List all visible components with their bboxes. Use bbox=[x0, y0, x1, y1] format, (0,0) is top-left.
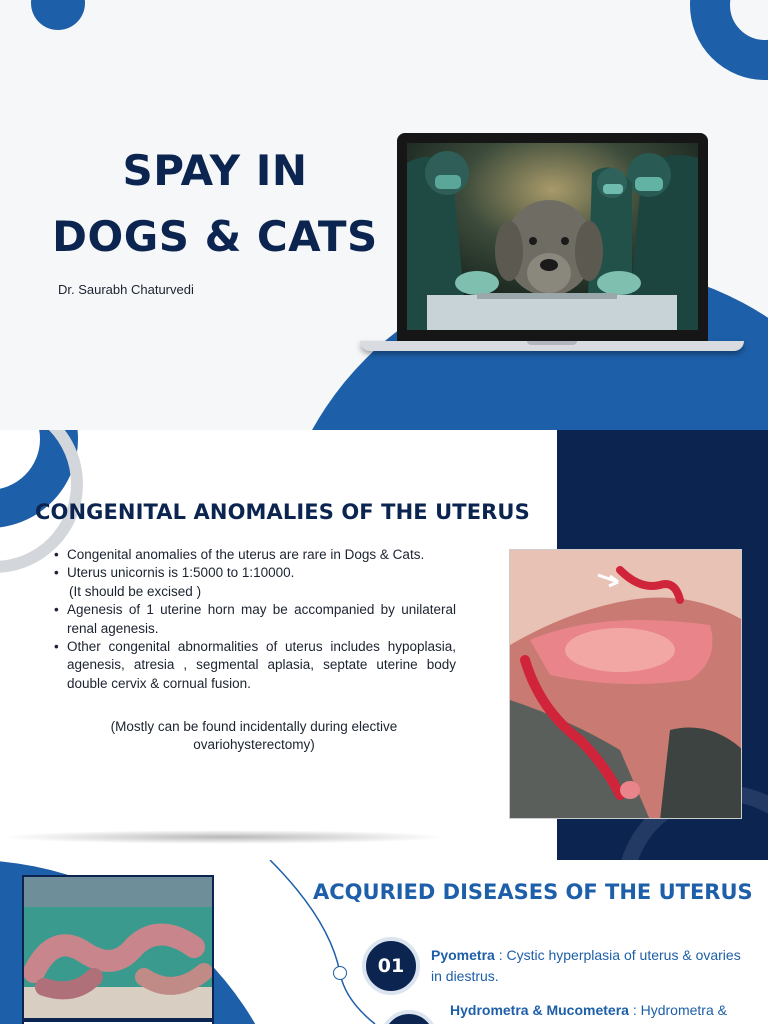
title-slide bbox=[0, 0, 768, 430]
list-item: • Other congenital abnormalities of uterus includes hypoplasia, agenesis, atresia , segmental aplasia, septate uterine body double cervix & cornual fusion. bbox=[52, 638, 456, 693]
title-line-1: SPAY IN bbox=[122, 146, 308, 195]
list-item: • Congenital anomalies of the uterus are rare in Dogs & Cats. bbox=[52, 546, 456, 564]
uterus-surgery-photo bbox=[509, 549, 742, 819]
section-title: CONGENITAL ANOMALIES OF THE UTERUS bbox=[35, 500, 530, 524]
section-title: ACQURIED DISEASES OF THE UTERUS bbox=[313, 880, 753, 904]
disease-term: Hydrometra & Mucometera bbox=[450, 1002, 629, 1018]
item-number-badge: 01 bbox=[362, 937, 420, 995]
list-item: • Agenesis of 1 uterine horn may be accompanied by unilateral renal agenesis. bbox=[52, 601, 456, 638]
diseased-uterus-photo bbox=[22, 875, 214, 1020]
second-photo-frame bbox=[22, 1020, 214, 1024]
slide-title bbox=[40, 138, 390, 270]
decorative-dot bbox=[31, 0, 85, 30]
congenital-anomalies-slide bbox=[0, 430, 768, 860]
disease-description: : Cystic hyperplasia of uterus & ovaries in diestrus. bbox=[431, 947, 741, 984]
incidental-note: (Mostly can be found incidentally during elective ovariohysterectomy) bbox=[110, 719, 398, 753]
disease-item bbox=[431, 945, 751, 987]
acquired-diseases-slide bbox=[0, 860, 768, 1024]
list-item: • Uterus unicornis is 1:5000 to 1:10000. (It should be excised ) bbox=[52, 564, 456, 601]
timeline-node bbox=[333, 966, 347, 980]
decorative-ring bbox=[690, 0, 768, 80]
laptop-mockup bbox=[397, 133, 708, 342]
disease-item bbox=[450, 1000, 768, 1021]
surgery-dog-image bbox=[407, 143, 698, 330]
slide-shadow bbox=[0, 830, 450, 844]
disease-description: : Hydrometra & bbox=[628, 1002, 727, 1018]
disease-term: Pyometra bbox=[431, 947, 495, 963]
title-line-2: DOGS & CATS bbox=[52, 212, 378, 261]
list-item-note: (It should be excised ) bbox=[69, 583, 202, 599]
laptop-notch bbox=[527, 341, 577, 345]
anomalies-list bbox=[52, 546, 456, 693]
author-name: Dr. Saurabh Chaturvedi bbox=[58, 282, 194, 297]
